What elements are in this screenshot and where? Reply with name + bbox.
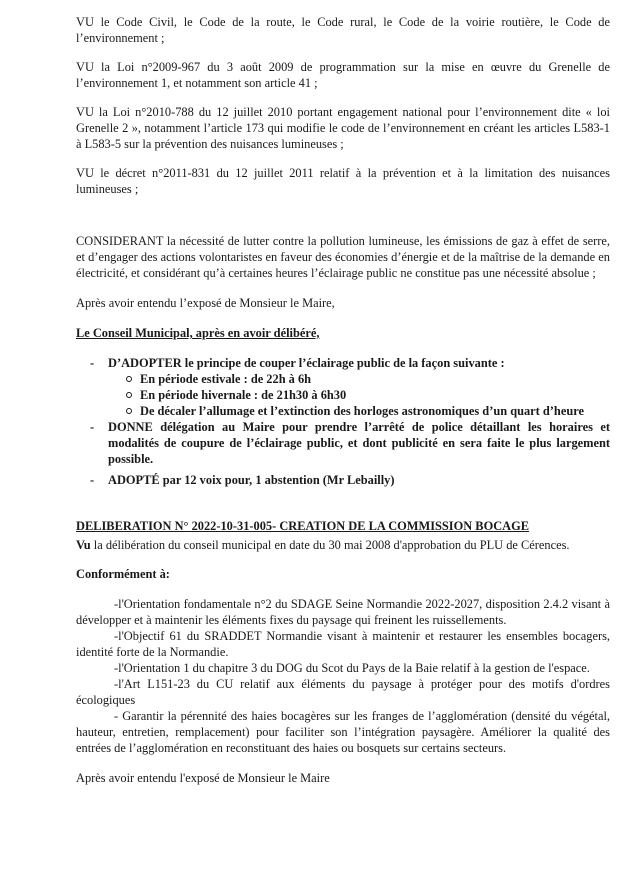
period-list — [108, 371, 610, 419]
period-decalage: De décaler l’allumage et l’extinction des horloges astronomiques d’un quart d’heure — [108, 403, 610, 419]
reference-sdage: -l'Orientation fondamentale n°2 du SDAGE Seine Normandie 2022-2027, disposition 2.4.2 visant à développer et à maintenir les éléments fixes du paysage qui freinent les ruissellements. — [76, 597, 610, 627]
vu-text: la délibération du conseil municipal en date du 30 mai 2008 d'approbation du PLU de Cérences. — [90, 538, 570, 552]
decision-adopte: - ADOPTÉ par 12 voix pour, 1 abstention (Mr Lebailly) — [76, 472, 610, 488]
period-estivale: En période estivale : de 22h à 6h — [108, 371, 610, 387]
considerant-paragraph: CONSIDERANT la nécessité de lutter contre la pollution lumineuse, les émissions de gaz à effet de serre, et d’engager des actions volontaristes en faveur des économies d’énergie et de la maîtrise de la demande en électricité, et considérant qu’à certaines heures l’éclairage public ne constitue pas une nécessité absolue ; — [76, 234, 610, 280]
reference-sraddet: -l'Objectif 61 du SRADDET Normandie visant à maintenir et restaurer les ensembles bocagers, identité forte de la Normandie. — [76, 629, 610, 659]
vu-label: Vu — [76, 538, 91, 552]
apres-expose-1: Après avoir entendu l’exposé de Monsieur le Maire, — [76, 296, 335, 310]
decision-donne: - DONNE délégation au Maire pour prendre l’arrêté de police détaillant les horaires et modalités de coupure de l’éclairage public, et dont publicité en sera faite le plus largement possible. — [76, 419, 610, 467]
visa-loi-2009: VU la Loi n°2009-967 du 3 août 2009 de programmation sur la mise en œuvre du Grenelle de l’environnement 1, et notamment son article 41 ; — [76, 60, 610, 90]
visa-code-civil: VU le Code Civil, le Code de la route, le Code rural, le Code de la voirie routière, le Code de l’environnement ; — [76, 15, 610, 45]
reference-scot: -l'Orientation 1 du chapitre 3 du DOG du Scot du Pays de la Baie relatif à la gestion de l'espace. — [114, 661, 590, 675]
apres-expose-2: Après avoir entendu l'exposé de Monsieur le Maire — [76, 771, 330, 785]
conformement-heading: Conformément à: — [76, 567, 170, 581]
decision-list — [76, 355, 610, 488]
period-hivernale: En période hivernale : de 21h30 à 6h30 — [108, 387, 610, 403]
reference-haies: - Garantir la pérennité des haies bocagères sur les franges de l’agglomération (densité du végétal, hauteur, entretien, remplacement) pour faciliter son l’intégration paysagère. Améliorer la qualité des entrées de l’agglomération en reconstituant des haies ou bosquets sur certains secteurs. — [76, 709, 610, 755]
visa-decret-2011: VU le décret n°2011-831 du 12 juillet 2011 relatif à la prévention et à la limitation des nuisances lumineuses ; — [76, 166, 610, 196]
reference-cu: -l'Art L151-23 du CU relatif aux éléments du paysage à protéger pour des motifs d'ordres écologiques — [76, 677, 610, 707]
conseil-heading: Le Conseil Municipal, après en avoir délibéré, — [76, 326, 320, 340]
decision-adopter-text: D’ADOPTER le principe de couper l’éclairage public de la façon suivante : — [108, 356, 505, 370]
document-page — [76, 14, 610, 786]
deliberation-title: DELIBERATION N° 2022-10-31-005- CREATION DE LA COMMISSION BOCAGE — [76, 519, 530, 533]
vu-deliberation — [76, 537, 610, 553]
decision-adopter — [76, 355, 610, 419]
visa-loi-2010: VU la Loi n°2010-788 du 12 juillet 2010 portant engagement national pour l’environnement dite « loi Grenelle 2 », notamment l’article 173 qui modifie le code de l’environnement en créant les articles L583-1 à L583-5 sur la prévention des nuisances lumineuses ; — [76, 105, 610, 151]
